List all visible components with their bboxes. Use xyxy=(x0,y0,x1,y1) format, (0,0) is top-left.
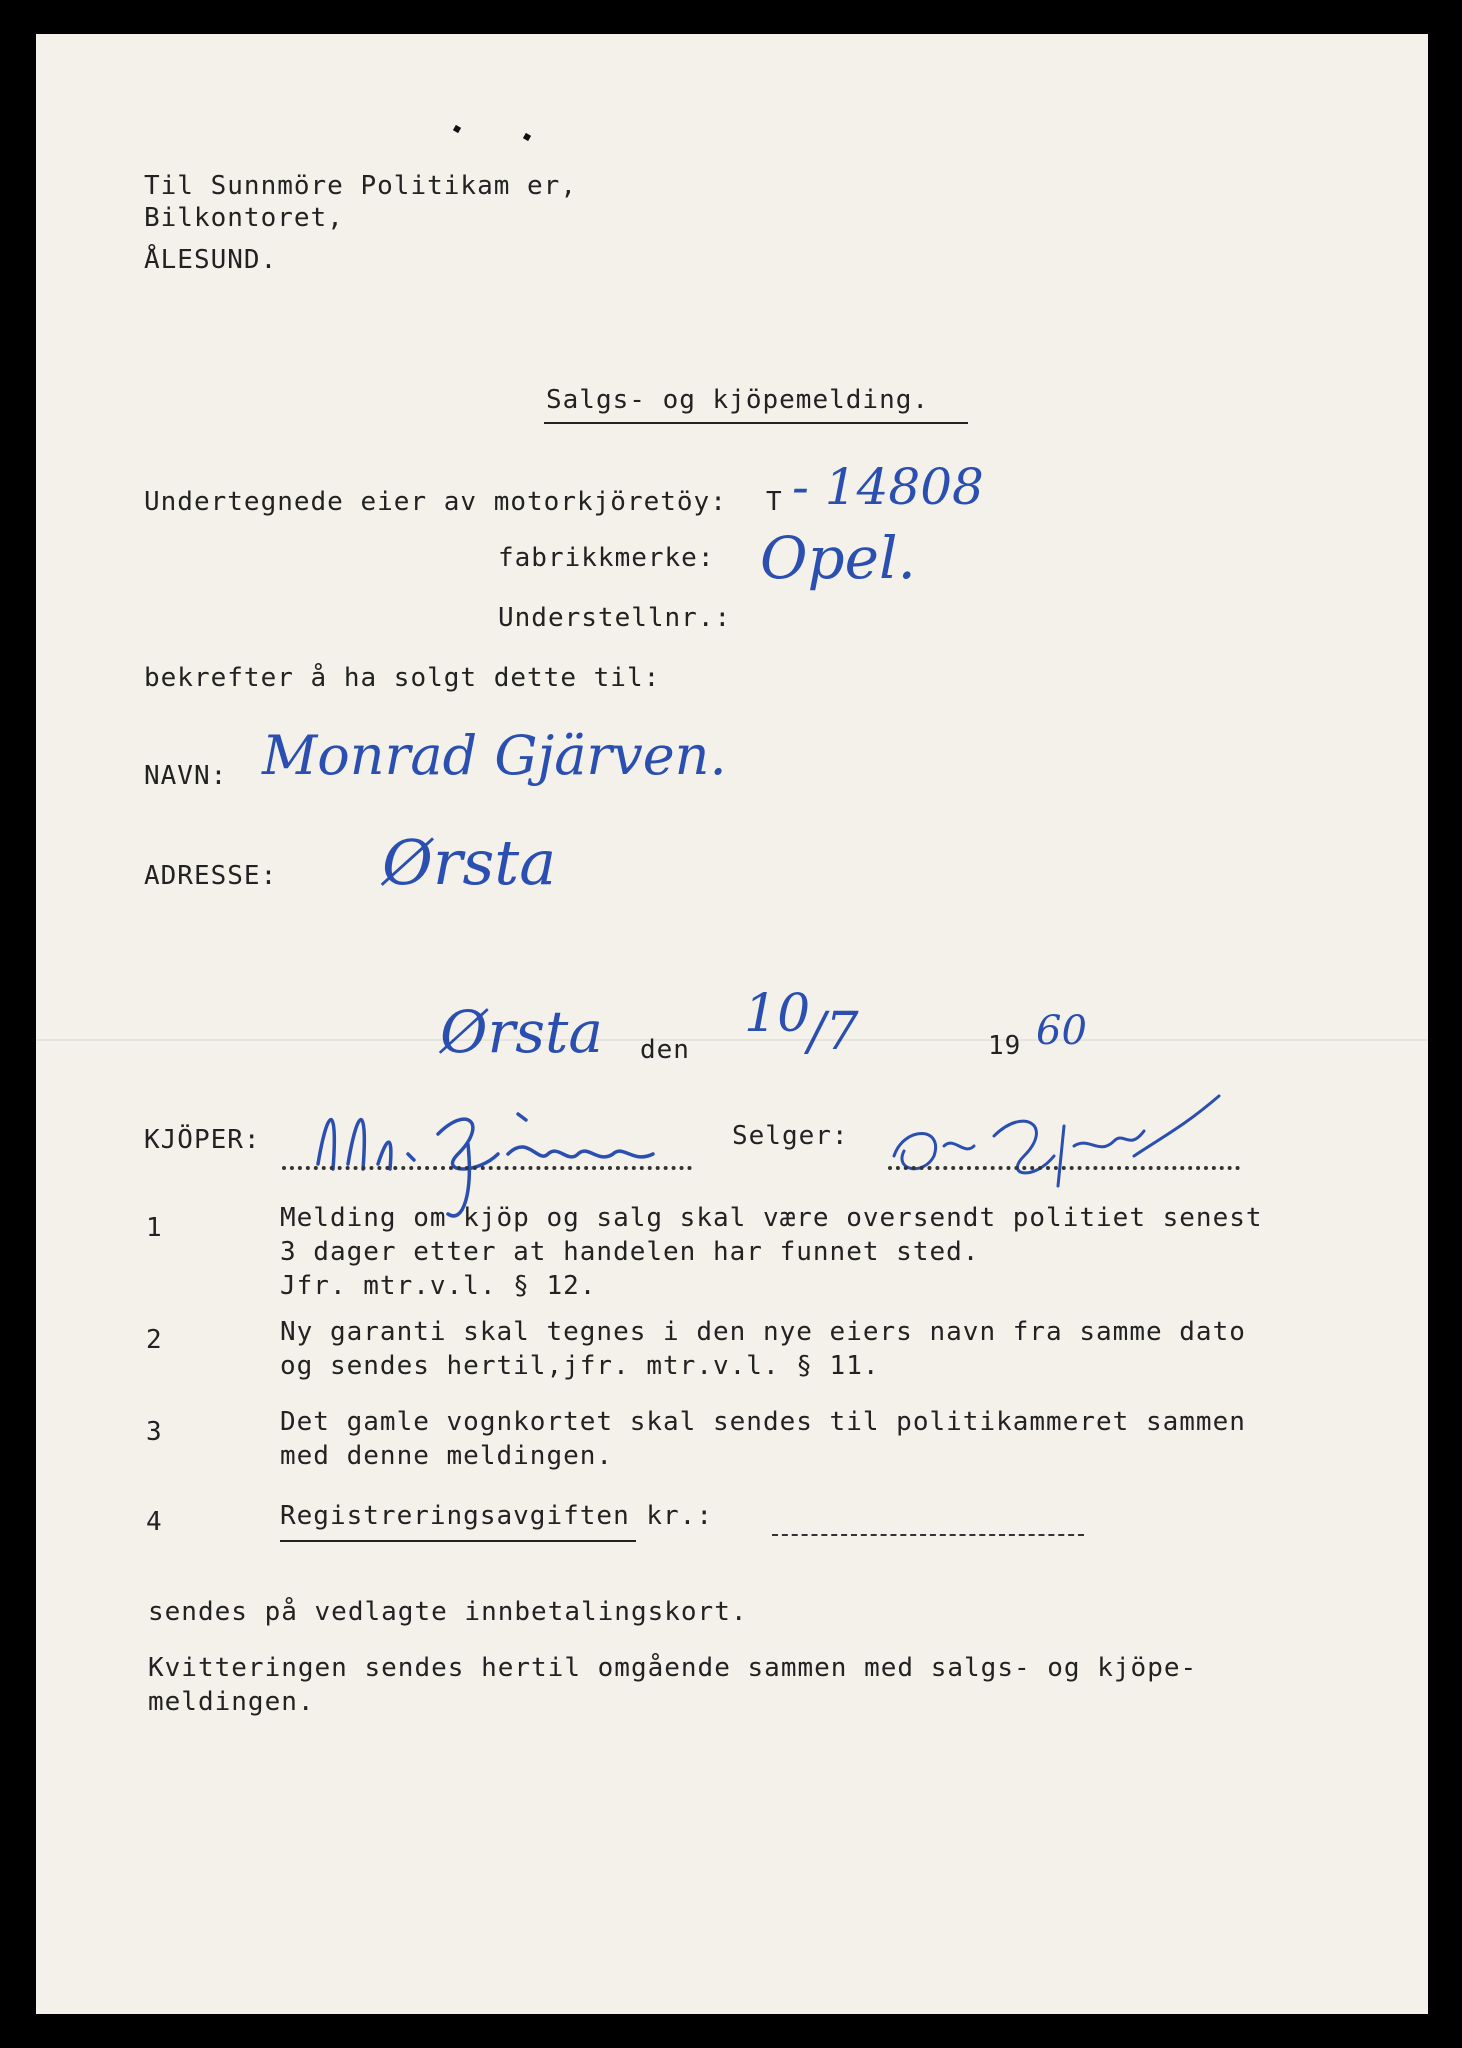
make-value: Opel. xyxy=(760,524,916,592)
date-place: Ørsta xyxy=(440,998,603,1066)
item-number: 2 xyxy=(146,1325,163,1355)
seller-signature-line xyxy=(888,1166,1240,1170)
make-label: fabrikkmerke: xyxy=(498,543,715,573)
address-label: ADRESSE: xyxy=(144,861,278,891)
buyer-address-value: Ørsta xyxy=(382,826,557,899)
footer-line-3: meldingen. xyxy=(148,1687,315,1717)
item-3-line-2: med denne meldingen. xyxy=(280,1441,614,1471)
reg-prefix: T xyxy=(766,487,783,517)
item-1-line-1: Melding om kjöp og salg skal være oversendt politiet senest xyxy=(280,1203,1263,1233)
date-month: /7 xyxy=(808,1002,859,1062)
confirm-text: bekrefter å ha solgt dette til: xyxy=(144,663,661,693)
item-3-line-1: Det gamle vognkortet skal sendes til politikammeret sammen xyxy=(280,1407,1246,1437)
chassis-label: Understellnr.: xyxy=(498,603,732,633)
footer-line-1: sendes på vedlagte innbetalingskort. xyxy=(148,1597,748,1627)
item-1-line-2: 3 dager etter at handelen har funnet sted. xyxy=(280,1237,980,1267)
owner-label: Undertegnede eier av motorkjöretöy: xyxy=(144,487,727,517)
paper-mark xyxy=(453,125,461,133)
item-number: 4 xyxy=(146,1507,163,1537)
year-suffix: 60 xyxy=(1036,1008,1087,1054)
seller-signature-label: Selger: xyxy=(732,1121,849,1151)
buyer-signature-label: KJÖPER: xyxy=(144,1125,261,1155)
name-label: NAVN: xyxy=(144,761,228,791)
document-page xyxy=(36,34,1428,2014)
item-2-line-1: Ny garanti skal tegnes i den nye eiers navn fra samme dato xyxy=(280,1317,1246,1347)
seller-signature xyxy=(884,1086,1224,1196)
addressee-line-3: ÅLESUND. xyxy=(144,245,278,275)
den-label: den xyxy=(640,1035,690,1065)
item-1-line-3: Jfr. mtr.v.l. § 12. xyxy=(280,1271,597,1301)
date-day: 10 xyxy=(744,984,811,1044)
item-number: 3 xyxy=(146,1417,163,1447)
reg-value: - 14808 xyxy=(792,458,984,516)
footer-line-2: Kvitteringen sendes hertil omgående sammen med salgs- og kjöpe- xyxy=(148,1653,1198,1683)
addressee-line-2: Bilkontoret, xyxy=(144,203,344,233)
buyer-name-value: Monrad Gjärven. xyxy=(262,724,727,787)
paper-mark xyxy=(523,133,531,141)
buyer-signature-line xyxy=(282,1166,692,1170)
addressee-line-1: Til Sunnmöre Politikam er, xyxy=(144,171,577,201)
year-prefix: 19 xyxy=(988,1031,1022,1061)
fee-label-underline xyxy=(280,1540,636,1542)
item-4-line-1: Registreringsavgiften kr.: xyxy=(280,1501,713,1531)
item-2-line-2: og sendes hertil,jfr. mtr.v.l. § 11. xyxy=(280,1351,880,1381)
fee-amount-line xyxy=(772,1534,1084,1536)
document-title: Salgs- og kjöpemelding. xyxy=(546,385,930,415)
item-number: 1 xyxy=(146,1213,163,1243)
title-underline xyxy=(544,422,968,424)
